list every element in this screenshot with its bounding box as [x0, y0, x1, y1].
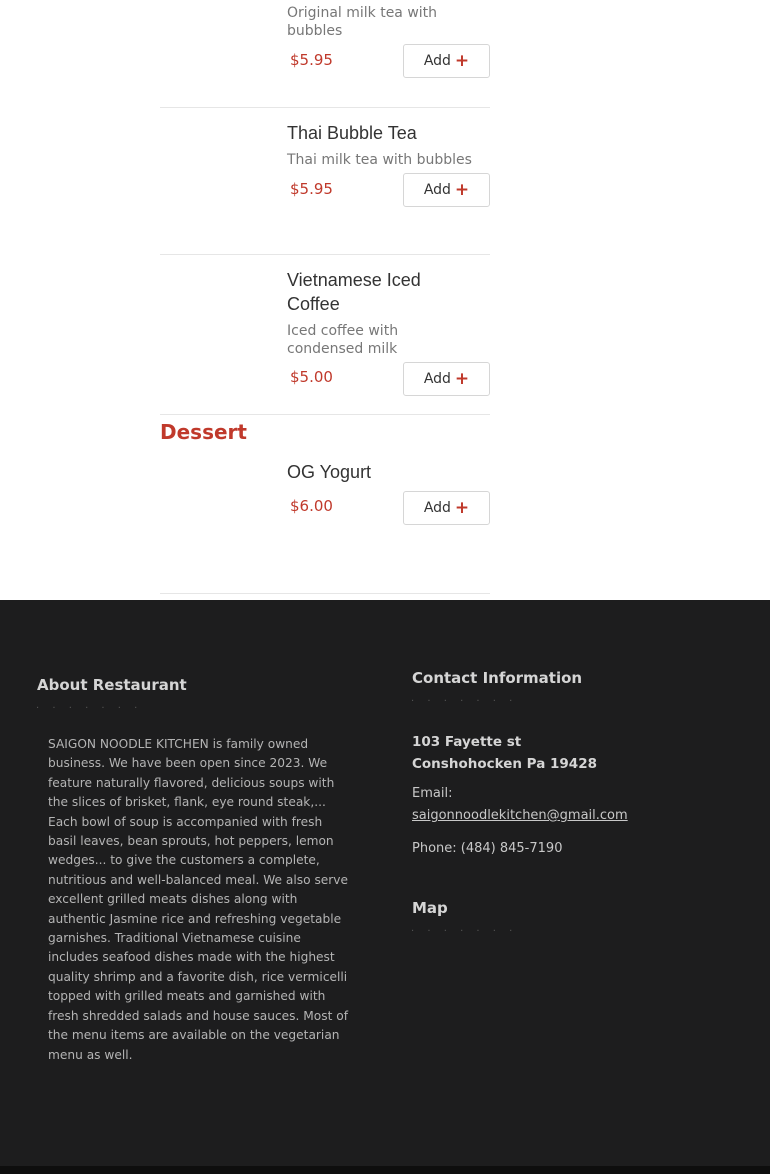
about-divider-dots: · · · · · · ·	[36, 703, 143, 714]
footer-bottom-bar	[0, 1166, 770, 1174]
add-to-cart-button[interactable]	[403, 362, 490, 396]
contact-title: Contact Information	[412, 669, 583, 687]
menu-item-price: $5.95	[290, 180, 333, 198]
menu-item-name: Thai Bubble Tea	[287, 123, 417, 143]
add-to-cart-button[interactable]	[403, 44, 490, 78]
menu-item-name: OG Yogurt	[287, 462, 372, 482]
address-line-2: Conshohocken Pa 19428	[412, 756, 597, 772]
plus-icon: +	[454, 368, 470, 389]
plus-icon: +	[454, 497, 470, 518]
menu-item-name: Vietnamese Iced Coffee	[287, 270, 421, 314]
add-to-cart-button[interactable]	[403, 173, 490, 207]
menu-item	[160, 108, 490, 255]
map-divider-dots: · · · · · · ·	[411, 926, 518, 937]
address	[412, 731, 597, 775]
plus-icon: +	[454, 50, 470, 71]
plus-icon: +	[454, 179, 470, 200]
menu-item	[160, 255, 490, 415]
address-line-1: 103 Fayette st	[412, 734, 522, 750]
map-title: Map	[412, 899, 448, 917]
add-button-label: Add	[423, 371, 451, 387]
about-title: About Restaurant	[37, 676, 187, 694]
menu-item-description: Thai milk tea with bubbles	[287, 152, 472, 168]
add-button-label: Add	[423, 53, 451, 69]
menu-item-description: Original milk tea with bubbles	[287, 5, 438, 39]
menu-item	[160, 415, 490, 594]
add-to-cart-button[interactable]	[403, 491, 490, 525]
about-text: SAIGON NOODLE KITCHEN is family owned business. We have been open since 2023. We feature naturally flavored, delicious soups with the slices of brisket, flank, eye round steak,... Each bowl of soup is accompanied with fresh basil leaves, bean sprouts, hot peppers, lemon wedges... to give the customers a complete, nutritious and well-balanced meal. We also serve excellent grilled meats dishes along with authentic Jasmine rice and refreshing vegetable garnishes. Traditional Vietnamese cuisine includes seafood dishes made with the highest quality shrimp and a favorite dish, rice vermicelli topped with grilled meats and garnished with fresh shredded salads and house sauces. Most of the menu items are available on the vegetarian menu as well.	[48, 737, 349, 1062]
phone-number: Phone: (484) 845-7190	[412, 841, 563, 856]
add-button-label: Add	[423, 500, 451, 516]
email-label: Email:	[412, 786, 453, 801]
menu-item-description: Iced coffee with condensed milk	[287, 323, 399, 357]
menu-item-price: $5.95	[290, 51, 333, 69]
add-button-label: Add	[423, 182, 451, 198]
menu-item-price: $6.00	[290, 497, 333, 515]
contact-divider-dots: · · · · · · ·	[411, 696, 518, 707]
section-title-dessert: Dessert	[160, 420, 247, 444]
menu-item	[160, 0, 490, 108]
menu-item-price: $5.00	[290, 368, 333, 386]
email-link[interactable]: saigonnoodlekitchen@gmail.com	[412, 808, 628, 823]
